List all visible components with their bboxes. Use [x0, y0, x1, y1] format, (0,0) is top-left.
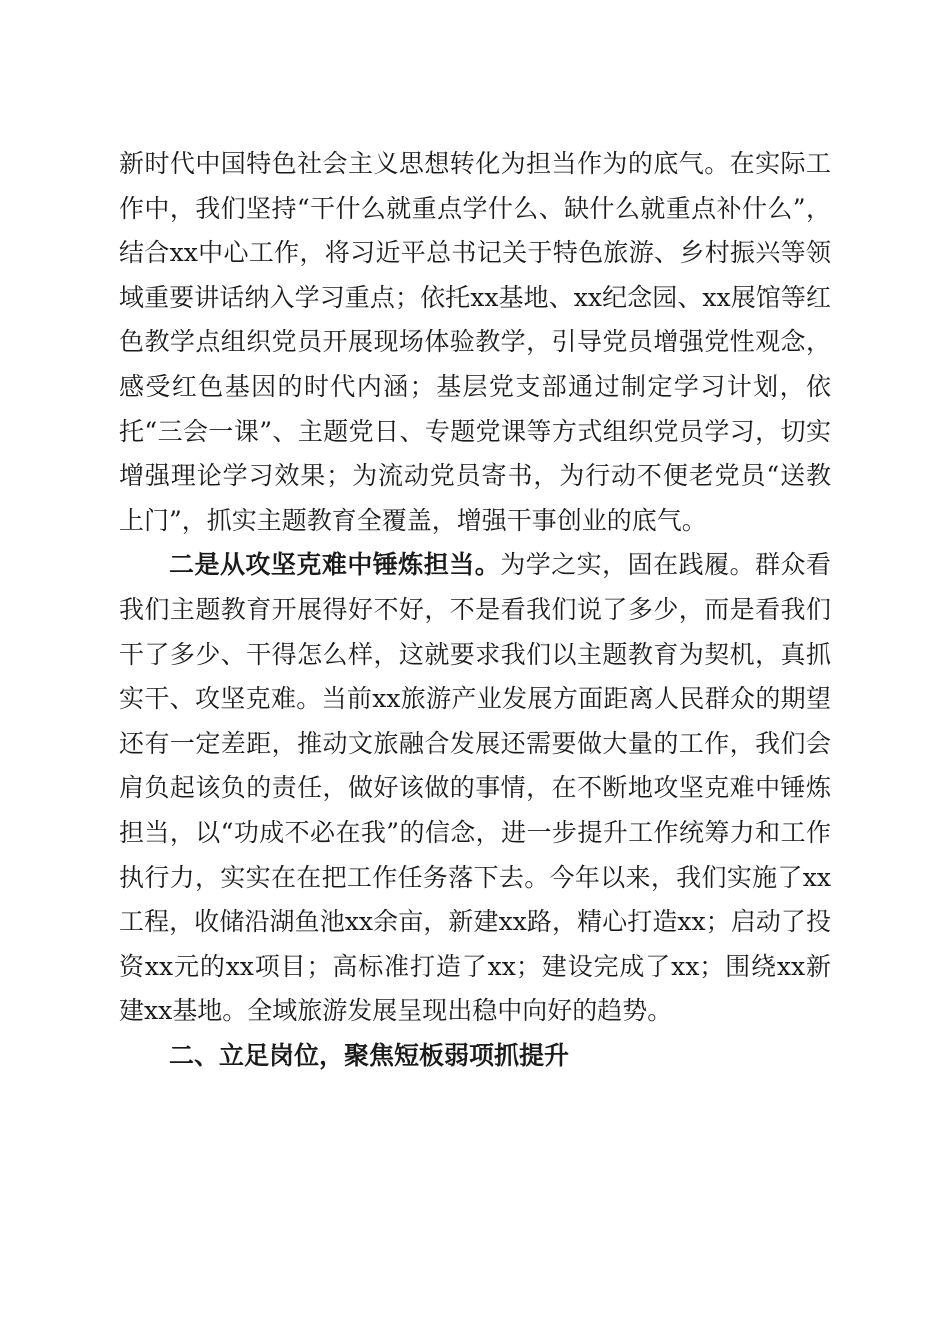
paragraph-continued: 新时代中国特色社会主义思想转化为担当作为的底气。在实际工作中，我们坚持“干什么就重点学什么、缺什么就重点补什么”，结合xx中心工作，将习近平总书记关于特色旅游、乡村振兴等领域重要讲话纳入学习重点；依托xx基地、xx纪念园、xx展馆等红色教学点组织党员开展现场体验教学，引导党员增强党性观念，感受红色基因的时代内涵；基层党支部通过制定学习计划，依托“三会一课”、主题党日、专题党课等方式组织党员学习，切实增强理论学习效果；为流动党员寄书，为行动不便老党员“送教上门”，抓实主题教育全覆盖，增强干事创业的底气。: [119, 149, 831, 535]
section-heading: 二、立足岗位，聚焦短板弱项抓提升: [169, 1040, 570, 1070]
document-body: [119, 142, 831, 1078]
paragraph-lead-bold: 二是从攻坚克难中锤炼担当。: [169, 550, 501, 580]
paragraph-tackling-difficulties: [119, 543, 831, 1034]
paragraph-body: 为学之实，固在践履。群众看我们主题教育开展得好不好，不是看我们说了多少，而是看我们干了多少、干得怎么样，这就要求我们以主题教育为契机，真抓实干、攻坚克难。当前xx旅游产业发展方面距离人民群众的期望还有一定差距，推动文旅融合发展还需要做大量的工作，我们会肩负起该负的责任，做好该做的事情，在不断地攻坚克难中锤炼担当，以“功成不必在我”的信念，进一步提升工作统筹力和工作执行力，实实在在把工作任务落下去。今年以来，我们实施了xx工程，收储沿湖鱼池xx余亩，新建xx路，精心打造xx；启动了投资xx元的xx项目；高标准打造了xx；建设完成了xx；围绕xx新建xx基地。全域旅游发展呈现出稳中向好的趋势。: [119, 550, 831, 1026]
